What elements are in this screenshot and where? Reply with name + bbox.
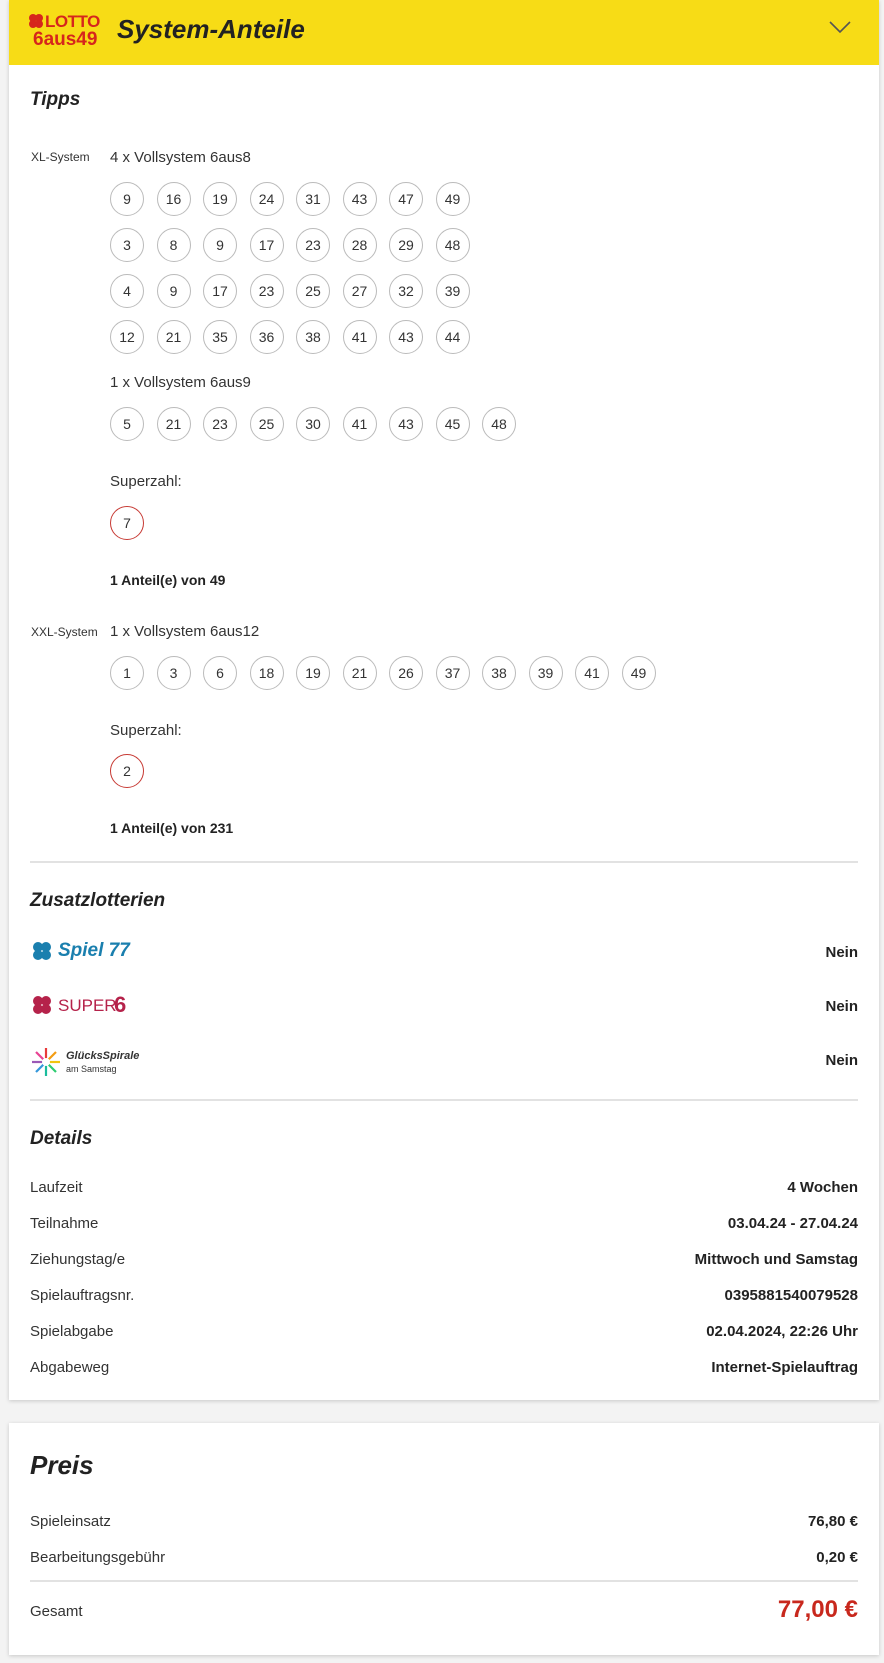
preis-value-gebuehr: 0,20 €	[816, 1549, 858, 1566]
number-ball: 9	[110, 182, 144, 216]
preis-heading: Preis	[30, 1450, 94, 1480]
details-heading: Details	[30, 1128, 93, 1149]
xl-anteile-text: 1 Anteil(e) von 49	[110, 572, 226, 588]
number-ball: 41	[575, 656, 609, 690]
spiel77-name: Spiel 77	[58, 940, 130, 961]
tipps-heading: Tipps	[30, 89, 81, 110]
detail-value-spielabgabe: 02.04.2024, 22:26 Uhr	[706, 1323, 858, 1340]
detail-label-teilnahme: Teilnahme	[30, 1215, 99, 1232]
number-ball: 21	[157, 407, 191, 441]
number-ball: 49	[622, 656, 656, 690]
detail-value-abgabeweg: Internet-Spielauftrag	[711, 1359, 858, 1376]
number-ball: 37	[436, 656, 470, 690]
preis-label-gesamt: Gesamt	[30, 1603, 83, 1620]
zusatz-heading: Zusatzlotterien	[30, 890, 166, 911]
preis-card	[9, 1423, 879, 1655]
number-ball: 38	[296, 320, 330, 354]
detail-label-abgabeweg: Abgabeweg	[30, 1359, 110, 1376]
preis-label-spieleinsatz: Spieleinsatz	[30, 1513, 111, 1530]
divider	[30, 1580, 858, 1582]
number-ball: 12	[110, 320, 144, 354]
number-ball: 27	[343, 274, 377, 308]
number-ball: 24	[250, 182, 284, 216]
number-ball: 41	[343, 320, 377, 354]
number-ball: 23	[250, 274, 284, 308]
number-ball: 19	[296, 656, 330, 690]
number-ball: 43	[389, 407, 423, 441]
detail-label-laufzeit: Laufzeit	[30, 1179, 83, 1196]
divider	[30, 1099, 858, 1101]
number-ball: 23	[203, 407, 237, 441]
chevron-down-icon[interactable]	[829, 20, 851, 34]
preis-value-gesamt: 77,00 €	[777, 1596, 858, 1623]
detail-label-ziehungstag: Ziehungstag/e	[30, 1251, 126, 1268]
number-ball: 39	[436, 274, 470, 308]
page-title: System-Anteile	[117, 14, 305, 44]
number-ball: 39	[529, 656, 563, 690]
number-ball: 48	[482, 407, 516, 441]
number-ball: 23	[296, 228, 330, 262]
card-header[interactable]	[9, 0, 879, 65]
number-ball: 3	[157, 656, 191, 690]
number-ball: 43	[343, 182, 377, 216]
number-ball: 26	[389, 656, 423, 690]
divider	[30, 861, 858, 863]
clover-icon	[30, 941, 54, 963]
superzahl-label: Superzahl:	[110, 722, 182, 739]
spiral-icon	[30, 1046, 62, 1078]
number-ball: 36	[250, 320, 284, 354]
number-ball: 9	[157, 274, 191, 308]
number-ball: 49	[436, 182, 470, 216]
number-ball: 4	[110, 274, 144, 308]
lotto-6aus49-logo	[27, 12, 103, 52]
number-ball: 38	[482, 656, 516, 690]
xxl-anteile-text: 1 Anteil(e) von 231	[110, 820, 234, 836]
number-ball: 25	[250, 407, 284, 441]
xl-group1-title: 4 x Vollsystem 6aus8	[110, 149, 251, 166]
number-ball: 19	[203, 182, 237, 216]
superzahl-ball: 7	[110, 506, 144, 540]
gluecksspirale-name: GlücksSpirale	[66, 1050, 140, 1062]
number-ball: 29	[389, 228, 423, 262]
system-anteile-card	[9, 0, 879, 1400]
number-ball: 30	[296, 407, 330, 441]
logo-text-top: LOTTO	[45, 12, 100, 31]
number-ball: 41	[343, 407, 377, 441]
logo-text-bottom: 6aus49	[33, 29, 98, 50]
superzahl-ball: 2	[110, 754, 144, 788]
number-ball: 1	[110, 656, 144, 690]
number-ball: 9	[203, 228, 237, 262]
detail-value-laufzeit: 4 Wochen	[787, 1179, 858, 1196]
number-ball: 17	[203, 274, 237, 308]
number-ball: 8	[157, 228, 191, 262]
preis-value-spieleinsatz: 76,80 €	[807, 1513, 858, 1530]
number-ball: 35	[203, 320, 237, 354]
number-ball: 28	[343, 228, 377, 262]
number-ball: 6	[203, 656, 237, 690]
xxl-system-label: XXL-System	[31, 625, 98, 639]
gluecksspirale-value: Nein	[825, 1052, 858, 1069]
spiel77-value: Nein	[825, 944, 858, 961]
xl-system-label: XL-System	[31, 150, 90, 164]
number-ball: 47	[389, 182, 423, 216]
detail-value-ziehungstag: Mittwoch und Samstag	[694, 1251, 858, 1268]
number-ball: 45	[436, 407, 470, 441]
detail-value-teilnahme: 03.04.24 - 27.04.24	[727, 1215, 858, 1232]
number-ball: 25	[296, 274, 330, 308]
clover-icon	[30, 995, 54, 1017]
super6-value: Nein	[825, 998, 858, 1015]
number-ball: 44	[436, 320, 470, 354]
detail-label-spielauftragsnr: Spielauftragsnr.	[30, 1287, 135, 1304]
number-ball: 43	[389, 320, 423, 354]
preis-label-gebuehr: Bearbeitungsgebühr	[30, 1549, 166, 1566]
number-ball: 31	[296, 182, 330, 216]
number-ball: 3	[110, 228, 144, 262]
super6-name-prefix: SUPER	[58, 996, 117, 1015]
number-ball: 48	[436, 228, 470, 262]
detail-value-spielauftragsnr: 0395881540079528	[724, 1287, 858, 1304]
number-ball: 18	[250, 656, 284, 690]
number-ball: 32	[389, 274, 423, 308]
xxl-title: 1 x Vollsystem 6aus12	[110, 623, 260, 640]
clover-icon	[27, 13, 45, 29]
number-ball: 17	[250, 228, 284, 262]
number-ball: 21	[343, 656, 377, 690]
gluecksspirale-sub: am Samstag	[66, 1064, 117, 1074]
number-ball: 5	[110, 407, 144, 441]
detail-label-spielabgabe: Spielabgabe	[30, 1323, 114, 1340]
number-ball: 16	[157, 182, 191, 216]
superzahl-label: Superzahl:	[110, 473, 182, 490]
super6-name-suffix: 6	[114, 992, 127, 1017]
xl-group2-title: 1 x Vollsystem 6aus9	[110, 374, 251, 391]
number-ball: 21	[157, 320, 191, 354]
